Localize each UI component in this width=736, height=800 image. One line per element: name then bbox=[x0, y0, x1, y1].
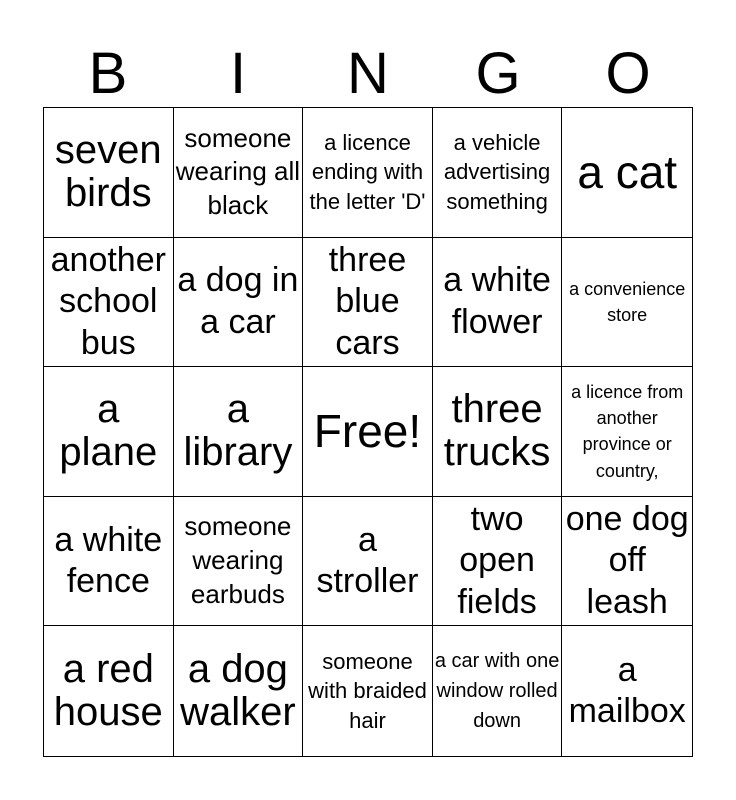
bingo-header bbox=[43, 40, 693, 108]
bingo-cell[interactable]: three blue cars bbox=[303, 238, 433, 368]
bingo-cell[interactable]: two open fields bbox=[433, 497, 563, 627]
bingo-cell[interactable]: a car with one window rolled down bbox=[433, 626, 563, 756]
bingo-cell[interactable]: a plane bbox=[44, 367, 174, 497]
header-letter-g: G bbox=[475, 41, 521, 106]
bingo-cell[interactable]: a white fence bbox=[44, 497, 174, 627]
header-letter-n: N bbox=[347, 41, 389, 106]
free-space[interactable]: Free! bbox=[303, 367, 433, 497]
bingo-cell[interactable]: another school bus bbox=[44, 238, 174, 368]
bingo-cell[interactable]: a dog in a car bbox=[174, 238, 304, 368]
header-letter-o: O bbox=[605, 41, 651, 106]
bingo-cell[interactable]: a mailbox bbox=[568, 650, 686, 731]
bingo-cell[interactable]: one dog off leash bbox=[562, 497, 692, 627]
bingo-cell[interactable]: a red house bbox=[44, 626, 174, 756]
bingo-cell[interactable]: someone wearing all black bbox=[174, 108, 304, 238]
header-letter-i: I bbox=[229, 41, 247, 106]
bingo-cell[interactable]: a dog walker bbox=[174, 626, 304, 756]
bingo-cell[interactable]: a convenience store bbox=[562, 238, 692, 368]
bingo-cell[interactable]: a stroller bbox=[303, 497, 433, 627]
bingo-cell[interactable]: someone wearing earbuds bbox=[174, 497, 304, 627]
bingo-cell[interactable]: a library bbox=[174, 367, 304, 497]
bingo-cell[interactable]: a cat bbox=[562, 108, 692, 238]
bingo-cell[interactable]: a vehicle advertising something bbox=[433, 108, 563, 238]
bingo-cell[interactable]: a licence ending with the letter 'D' bbox=[303, 108, 433, 238]
bingo-cell[interactable]: three trucks bbox=[433, 367, 563, 497]
bingo-cell[interactable]: a white flower bbox=[433, 238, 563, 368]
bingo-board bbox=[43, 107, 693, 757]
bingo-cell[interactable]: seven birds bbox=[44, 108, 174, 238]
header-letter-b: B bbox=[88, 41, 128, 106]
bingo-cell[interactable]: someone with braided hair bbox=[303, 626, 433, 756]
bingo-cell[interactable]: a licence from another province or country, bbox=[562, 367, 692, 497]
